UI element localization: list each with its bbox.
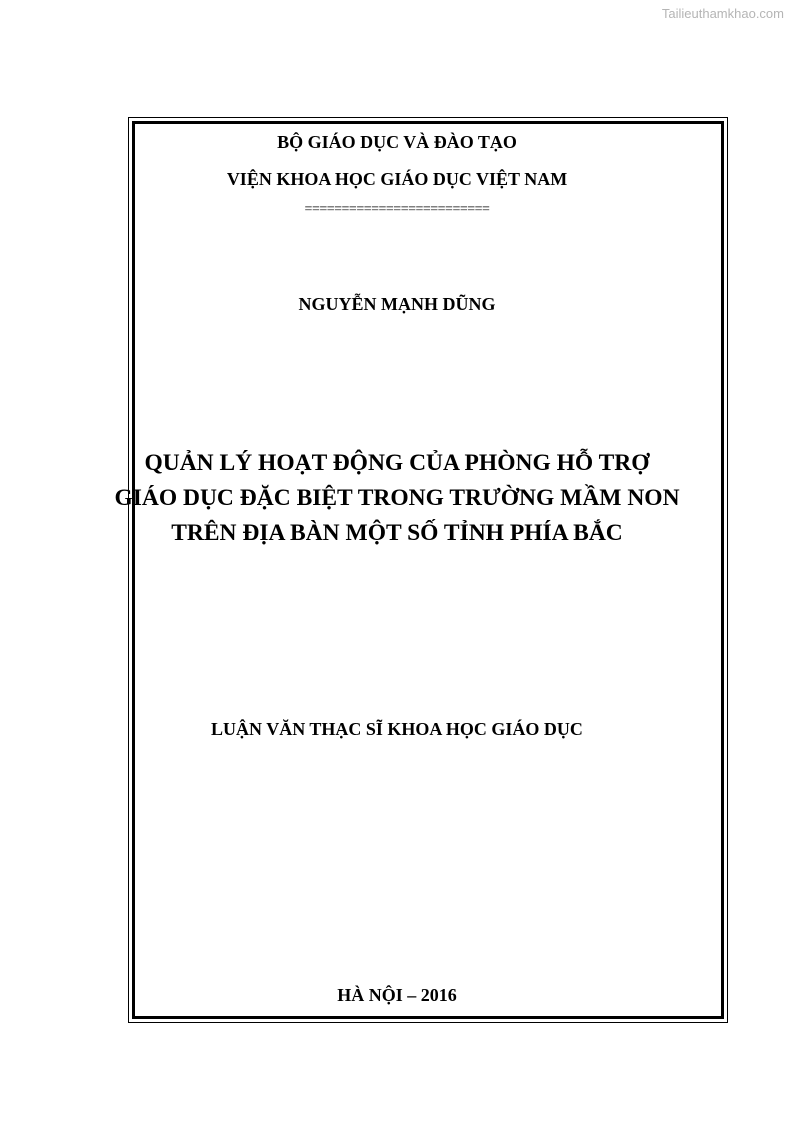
separator-line: =========================: [304, 202, 490, 217]
thesis-title-line-3: TRÊN ĐỊA BÀN MỘT SỐ TỈNH PHÍA BẮC: [171, 520, 623, 546]
page-border-inner: [132, 121, 724, 1019]
degree-type: LUẬN VĂN THẠC SĨ KHOA HỌC GIÁO DỤC: [211, 719, 583, 739]
watermark: Tailieuthamkhao.com: [661, 6, 784, 21]
thesis-title-line-1: QUẢN LÝ HOẠT ĐỘNG CỦA PHÒNG HỖ TRỢ: [144, 450, 650, 476]
institute-name: VIỆN KHOA HỌC GIÁO DỤC VIỆT NAM: [226, 169, 568, 189]
author-name: NGUYỄN MẠNH DŨNG: [298, 294, 496, 314]
page-border: [128, 117, 728, 1023]
ministry-name: BỘ GIÁO DỤC VÀ ĐÀO TẠO: [277, 132, 517, 152]
thesis-title-line-2: GIÁO DỤC ĐẶC BIỆT TRONG TRƯỜNG MẦM NON: [114, 485, 680, 511]
place-year: HÀ NỘI – 2016: [337, 985, 457, 1005]
